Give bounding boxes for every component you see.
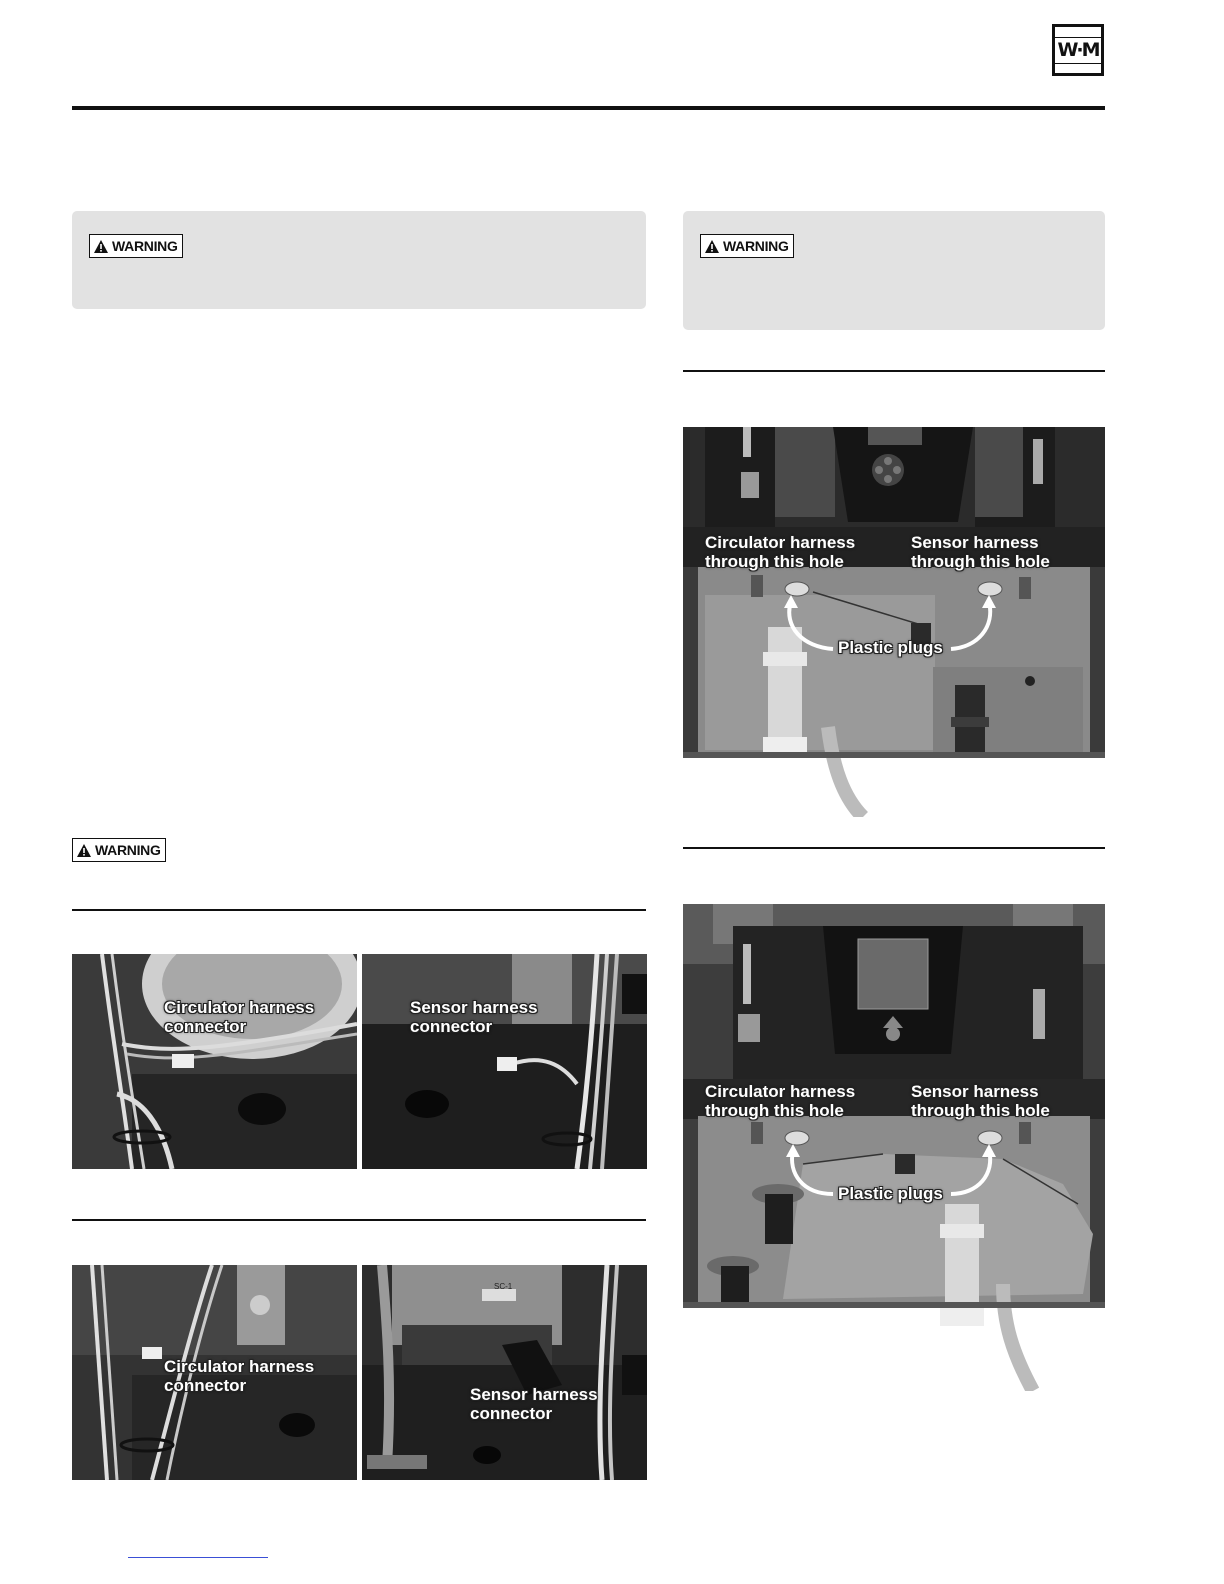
warning-triangle-icon [93, 239, 109, 254]
boiler-bottom-photo-2 [683, 904, 1105, 1391]
sensor-connector-photo-1 [362, 954, 647, 1169]
callout-sensor-through-hole: Sensor harness through this hole [911, 533, 1050, 571]
callout-sensor-connector: Sensor harness connector [410, 998, 538, 1036]
warning-label: WARNING [112, 238, 178, 254]
warning-badge [89, 234, 183, 259]
warning-badge [700, 234, 794, 259]
callout-circulator-connector: Circulator harness connector [164, 998, 315, 1036]
warning-triangle-icon [704, 239, 720, 254]
figure-rule [72, 909, 646, 911]
callout-circulator-through-hole: Circulator harness through this hole [705, 1082, 856, 1120]
figure-rule [683, 370, 1105, 372]
callout-plastic-plugs: Plastic plugs [838, 1184, 943, 1203]
boiler-bottom-photo-1 [683, 427, 1105, 817]
circulator-connector-photo-1 [72, 954, 357, 1169]
warning-label: WARNING [95, 842, 161, 858]
footer-link-underline[interactable] [128, 1557, 268, 1558]
figure-rule [72, 1219, 646, 1221]
callout-sensor-through-hole: Sensor harness through this hole [911, 1082, 1050, 1120]
warning-badge-inline [72, 838, 166, 863]
circulator-connector-photo-2 [72, 1265, 357, 1480]
brand-logo [1052, 24, 1104, 76]
figure-rule [683, 847, 1105, 849]
sensor-tag: SC-1 [494, 1282, 513, 1291]
callout-sensor-connector: Sensor harness connector [470, 1385, 598, 1423]
brand-logo-text: W·M [1054, 37, 1101, 64]
warning-label: WARNING [723, 238, 789, 254]
callout-plastic-plugs: Plastic plugs [838, 638, 943, 657]
callout-circulator-connector: Circulator harness connector [164, 1357, 315, 1395]
callout-circulator-through-hole: Circulator harness through this hole [705, 533, 856, 571]
header-rule [72, 106, 1105, 110]
warning-triangle-icon [76, 843, 92, 858]
warning-box-left [72, 211, 646, 309]
sensor-connector-photo-2 [362, 1265, 647, 1480]
warning-box-right [683, 211, 1105, 330]
